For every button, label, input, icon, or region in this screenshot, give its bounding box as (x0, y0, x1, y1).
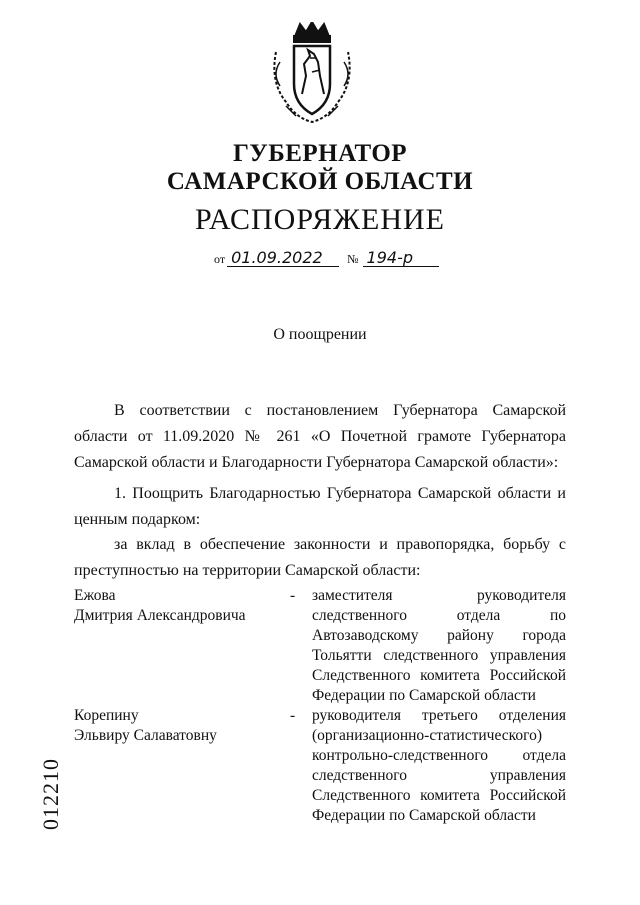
document-type: РАСПОРЯЖЕНИЕ (194, 203, 446, 236)
issuer-title-line1: ГУБЕРНАТОР (232, 140, 408, 167)
number-value: 194-р (363, 250, 439, 267)
coat-of-arms-emblem (266, 22, 358, 126)
date-number-line (214, 250, 439, 267)
document-subject: О поощрении (273, 326, 367, 343)
reason-paragraph: за вклад в обеспечение законности и правопорядка, борьбу с преступностью на территории Самарской области: (74, 536, 566, 579)
preamble-paragraph: В соответствии с постановлением Губернатора Самарской области от 11.09.2020 № 261 «О Почетной грамоте Губернатора Самарской области и Благодарности Губернатора Самарской области»: (74, 402, 566, 471)
issuer-title-line2: САМАРСКОЙ ОБЛАСТИ (166, 168, 474, 195)
clause-1-paragraph: 1. Поощрить Благодарностью Губернатора Самарской области и ценным подарком: (74, 485, 566, 528)
awardee-name: Ежова Дмитрия Александровича (74, 587, 246, 624)
date-value: 01.09.2022 (227, 250, 339, 267)
awardee-position: заместителя руководителя следственного отдела по Автозаводскому району города Тольятти следственного управления Следственного комитета Российской Федерации по Самарской области (312, 587, 566, 704)
awardee-dash: - (290, 587, 296, 604)
awardee-position: руководителя третьего отделения (организационно-статистического) контрольно-следственного отдела следственного управления Следственного комитета Российской Федерации по Самарской области (312, 707, 566, 824)
awardee-name: Корепину Эльвиру Салаватовну (74, 707, 217, 744)
awardee-dash: - (290, 707, 296, 724)
date-prefix: от (214, 252, 226, 266)
number-prefix: № (347, 252, 359, 266)
side-registration-code: 012210 (38, 758, 63, 830)
